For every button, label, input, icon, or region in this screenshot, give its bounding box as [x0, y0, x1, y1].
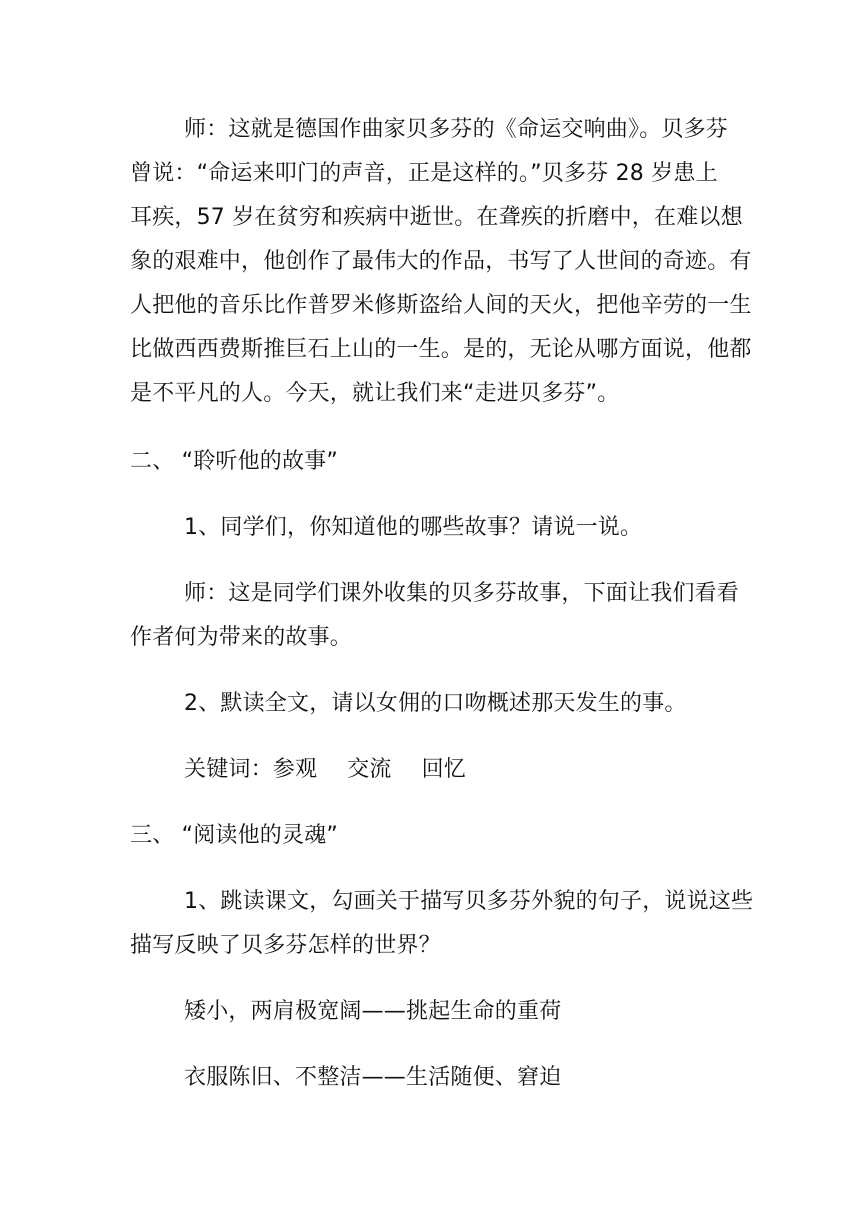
paragraph1-line-4: 象的艰难中，他创作了最伟大的作品，书写了人世间的奇迹。有 [130, 249, 752, 274]
section3-heading: 三、 “阅读他的灵魂” [130, 823, 338, 848]
keywords-line [184, 754, 466, 786]
keyword-recall: 回忆 [421, 757, 467, 782]
item3-1-line-2: 描写反映了贝多芬怎样的世界？ [130, 933, 441, 958]
paragraph1-line-6: 比做西西费斯推巨石上山的一生。是的，无论从哪方面说，他都 [130, 337, 752, 362]
item2-1: 1、同学们，你知道他的哪些故事？请说一说。 [184, 515, 643, 540]
paragraph1-line-5: 人把他的音乐比作普罗米修斯盗给人间的天火，把他辛劳的一生 [130, 293, 752, 318]
paragraph1-line-3: 耳疾，57 岁在贫穷和疾病中逝世。在聋疾的折磨中，在难以想 [130, 205, 743, 230]
section2-heading: 二、 “聆听他的故事” [130, 449, 338, 474]
description-2: 衣服陈旧、不整洁——生活随便、窘迫 [184, 1065, 562, 1090]
keyword-exchange: 交流 [347, 757, 392, 782]
description-1: 矮小，两肩极宽阔——挑起生命的重荷 [184, 999, 562, 1024]
teacher2-line-1: 师：这是同学们课外收集的贝多芬故事，下面让我们看看 [184, 581, 740, 606]
paragraph1-line-7: 是不平凡的人。今天，就让我们来“走进贝多芬”。 [130, 381, 620, 406]
item3-1-line-1: 1、跳读课文，勾画关于描写贝多芬外貌的句子，说说这些 [184, 889, 754, 914]
paragraph1-line-1: 师：这就是德国作曲家贝多芬的《命运交响曲》。贝多芬 [184, 117, 729, 142]
teacher2-line-2: 作者何为带来的故事。 [130, 625, 353, 650]
paragraph1-line-2: 曾说：“命运来叩门的声音，正是这样的。”贝多芬 28 岁患上 [130, 161, 718, 186]
item2-2: 2、默读全文，请以女佣的口吻概述那天发生的事。 [184, 691, 687, 716]
keywords-label: 关键词：参观 [184, 757, 318, 782]
